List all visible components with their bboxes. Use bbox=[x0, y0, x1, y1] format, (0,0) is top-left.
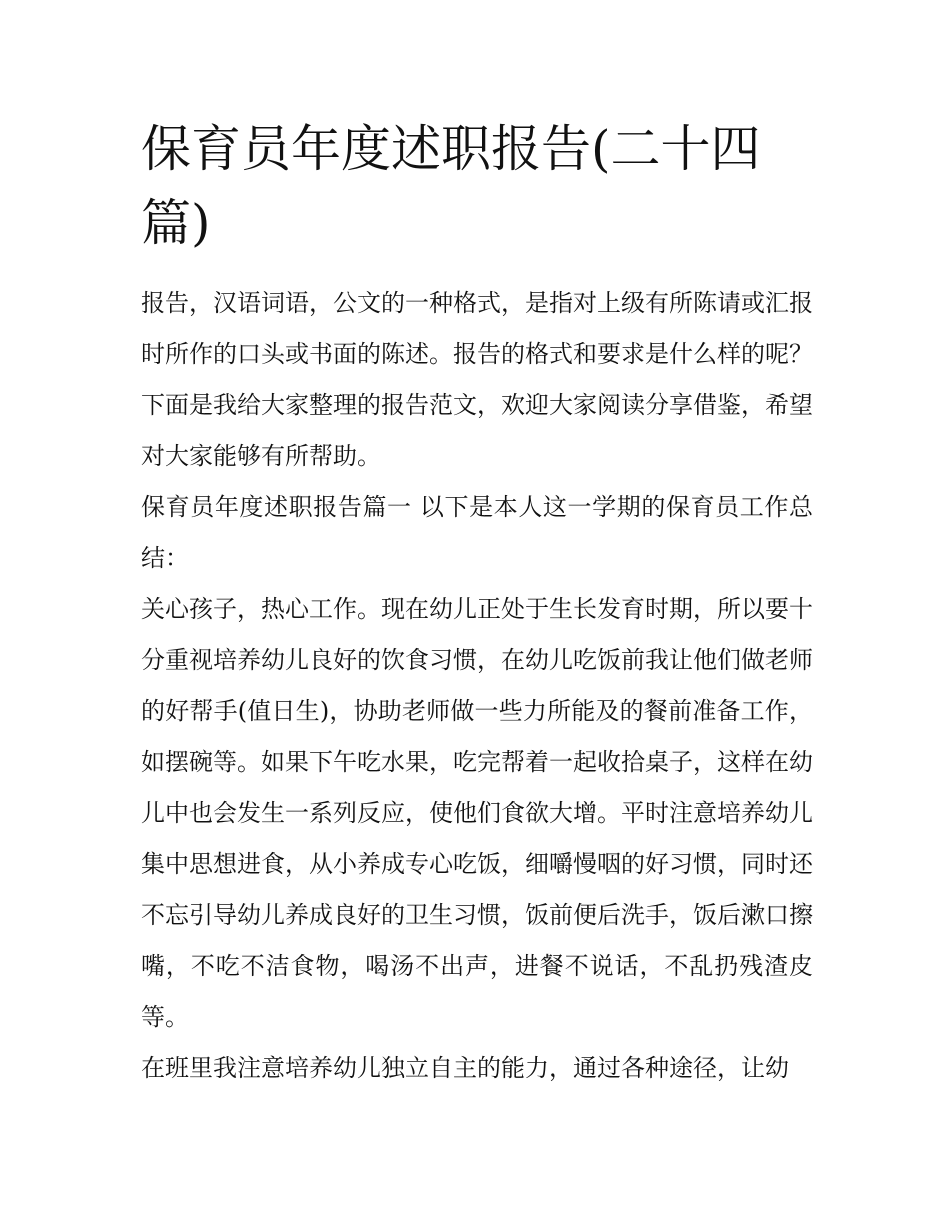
document-body bbox=[141, 112, 813, 1094]
section-heading-paragraph: 保育员年度述职报告篇一 以下是本人这一学期的保育员工作总结： bbox=[141, 493, 813, 572]
document-title: 保育员年度述职报告(二十四篇) bbox=[141, 120, 761, 252]
intro-paragraph: 报告，汉语词语，公文的一种格式，是指对上级有所陈请或汇报时所作的口头或书面的陈述。报告的格式和要求是什么样的呢？下面是我给大家整理的报告范文，欢迎大家阅读分享借鉴，希望对大家能够有所帮助。 bbox=[141, 289, 813, 470]
body-paragraph: 关心孩子，热心工作。现在幼儿正处于生长发育时期，所以要十分重视培养幼儿良好的饮食习惯，在幼儿吃饭前我让他们做老师的好帮手(值日生)，协助老师做一些力所能及的餐前准备工作，如摆碗等。如果下午吃水果，吃完帮着一起收拾桌子，这样在幼儿中也会发生一系列反应，使他们食欲大增。平时注意培养幼儿集中思想进食，从小养成专心吃饭，细嚼慢咽的好习惯，同时还不忘引导幼儿养成良好的卫生习惯，饭前便后洗手，饭后漱口擦嘴，不吃不洁食物，喝汤不出声，进餐不说话，不乱扔残渣皮等。 bbox=[141, 595, 813, 1031]
body-paragraph-continued: 在班里我注意培养幼儿独立自主的能力，通过各种途径，让幼 bbox=[141, 1054, 789, 1082]
